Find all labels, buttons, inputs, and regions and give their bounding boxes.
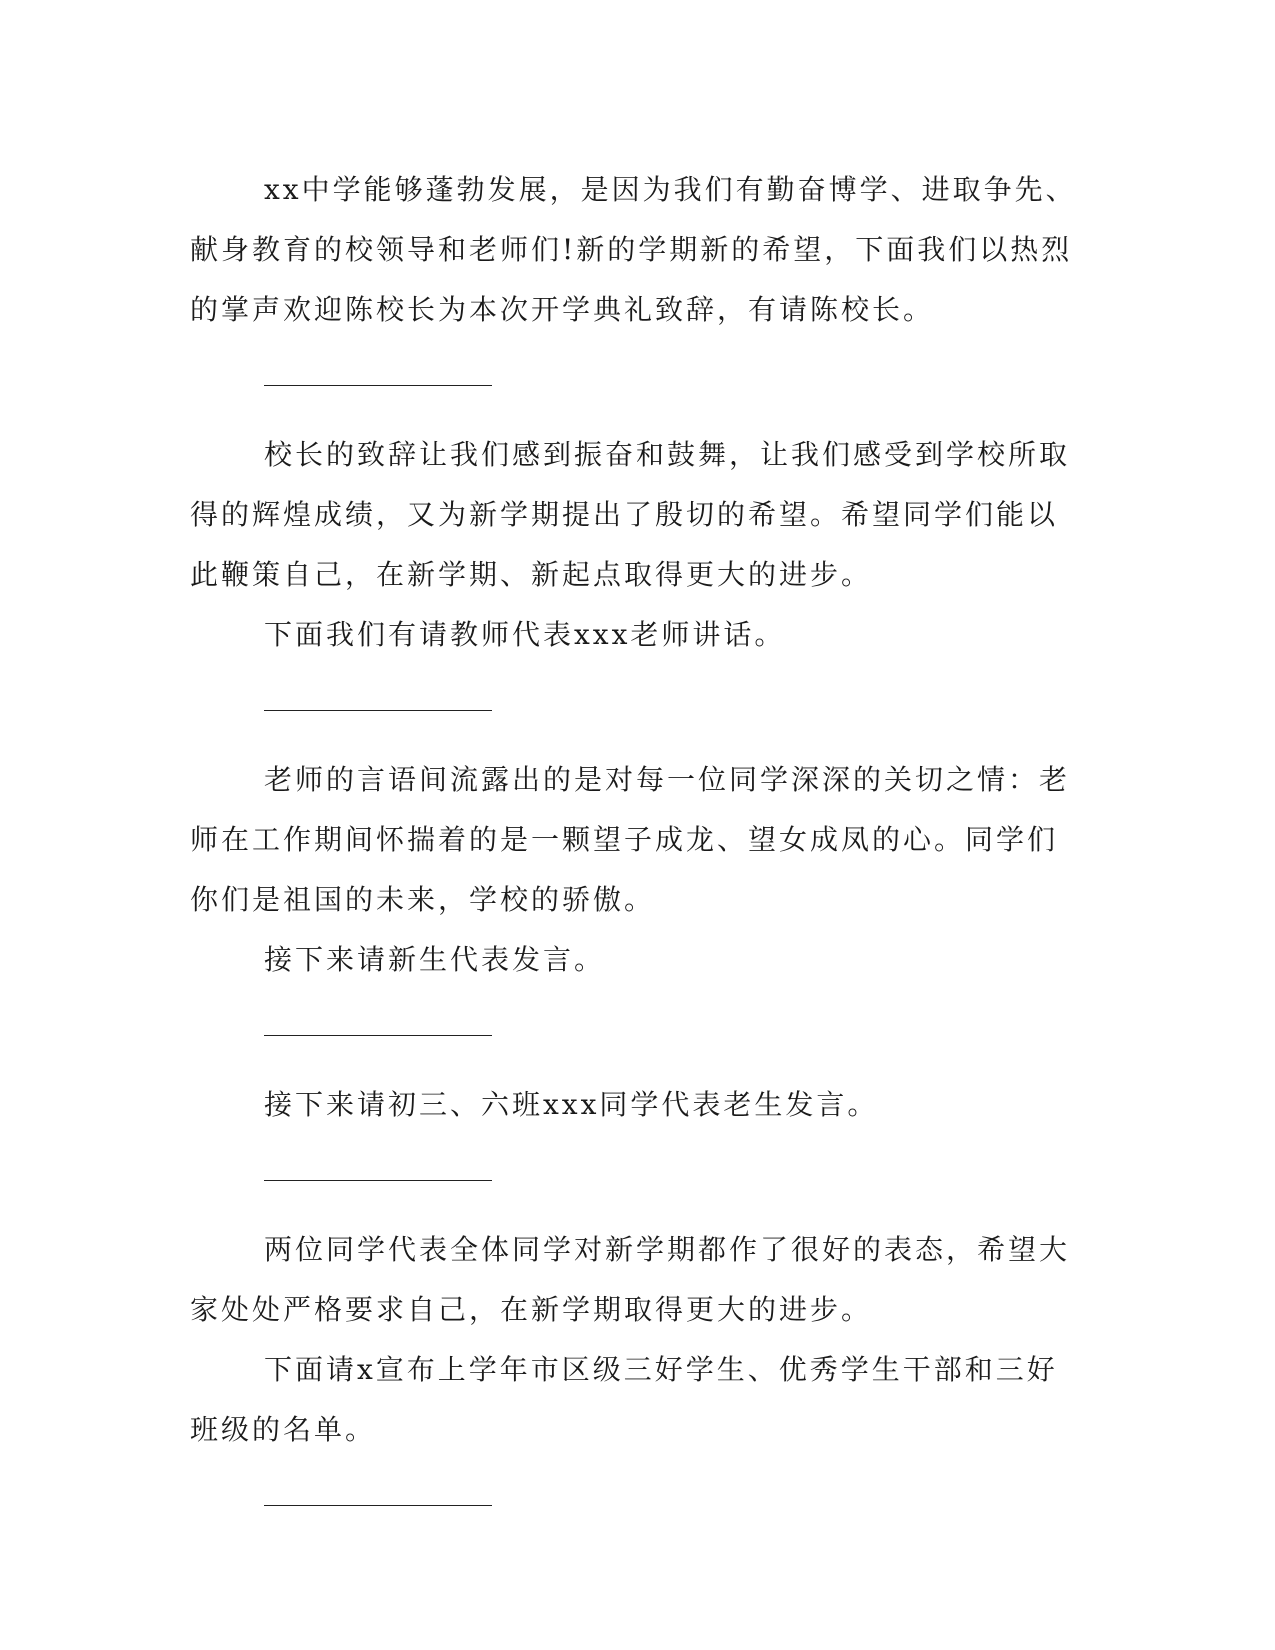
paragraph: 接下来请新生代表发言。 [264, 943, 606, 976]
blank-line [264, 1460, 492, 1520]
document-body [190, 160, 1080, 1520]
blank-line [264, 665, 492, 725]
paragraph: 下面我们有请教师代表xxx老师讲话。 [264, 618, 786, 651]
paragraph: 校长的致辞让我们感到振奋和鼓舞，让我们感受到学校所取得的辉煌成绩，又为新学期提出了殷切的希望。希望同学们能以此鞭策自己，在新学期、新起点取得更大的进步。 [190, 438, 1071, 591]
paragraph: 老师的言语间流露出的是对每一位同学深深的关切之情：老师在工作期间怀揣着的是一颗望子成龙、望女成凤的心。同学们你们是祖国的未来，学校的骄傲。 [190, 763, 1071, 916]
paragraph: 下面请x宣布上学年市区级三好学生、优秀学生干部和三好班级的名单。 [190, 1353, 1058, 1446]
blank-line [264, 340, 492, 400]
blank-line [264, 1135, 492, 1195]
blank-line [264, 990, 492, 1050]
paragraph: 两位同学代表全体同学对新学期都作了很好的表态，希望大家处处严格要求自己，在新学期取得更大的进步。 [190, 1233, 1071, 1326]
paragraph: xx中学能够蓬勃发展，是因为我们有勤奋博学、进取争先、献身教育的校领导和老师们!新的学期新的希望，下面我们以热烈的掌声欢迎陈校长为本次开学典礼致辞，有请陈校长。 [190, 173, 1077, 326]
paragraph: 接下来请初三、六班xxx同学代表老生发言。 [264, 1088, 879, 1121]
